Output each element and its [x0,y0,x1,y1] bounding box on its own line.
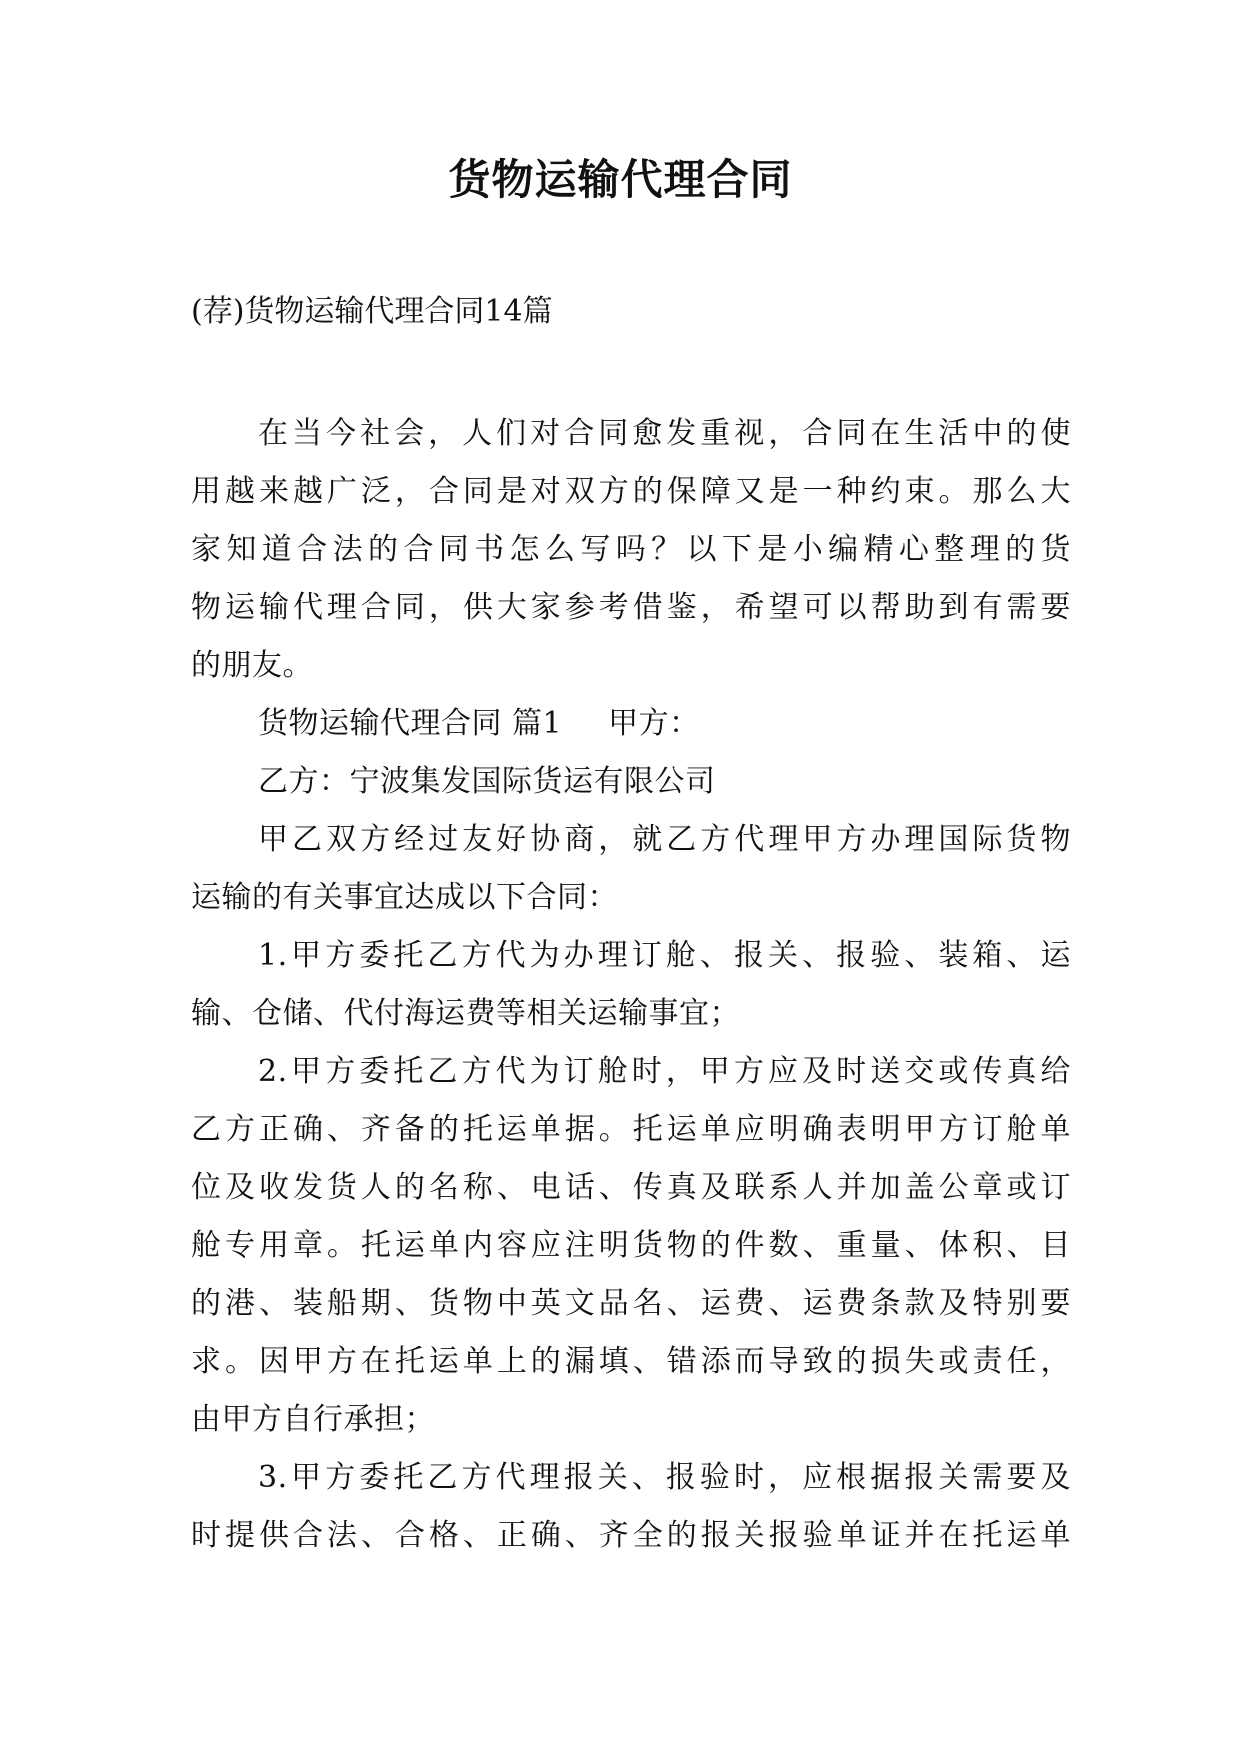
clause-1-line: 输、仓储、代付海运费等相关运输事宜； [191,996,740,1031]
clause-2-line: 求。因甲方在托运单上的漏填、错添而导致的损失或责任， [191,1344,1071,1379]
document-title: 货物运输代理合同 [448,155,793,204]
intro-line: 家知道合法的合同书怎么写吗？以下是小编精心整理的货 [191,532,1071,567]
clause-2-line: 乙方正确、齐备的托运单据。托运单应明确表明甲方订舱单 [191,1112,1071,1147]
intro-line: 用越来越广泛，合同是对双方的保障又是一种约束。那么大 [191,474,1071,509]
clause-2-line: 舱专用章。托运单内容应注明货物的件数、重量、体积、目 [191,1228,1071,1263]
clause-1-line: 1.甲方委托乙方代为办理订舱、报关、报验、装箱、运 [258,938,1071,973]
clause-3-line: 3.甲方委托乙方代理报关、报验时，应根据报关需要及 [258,1460,1071,1495]
clause-2-line: 位及收发货人的名称、电话、传真及联系人并加盖公章或订 [191,1170,1071,1205]
clause-2-line: 2.甲方委托乙方代为订舱时，甲方应及时送交或传真给 [258,1054,1071,1089]
preamble-line: 运输的有关事宜达成以下合同： [191,880,618,915]
intro-line: 物运输代理合同，供大家参考借鉴，希望可以帮助到有需要 [191,590,1071,625]
intro-line: 的朋友。 [191,648,313,683]
clause-2-line: 的港、装船期、货物中英文品名、运费、运费条款及特别要 [191,1286,1071,1321]
document-body [191,405,1071,1565]
clause-2-line: 由甲方自行承担； [191,1402,435,1437]
preamble-line: 甲乙双方经过友好协商，就乙方代理甲方办理国际货物 [258,822,1071,857]
article-heading: 货物运输代理合同 篇1 [258,706,563,741]
document-subtitle: (荐)货物运输代理合同14篇 [191,294,553,329]
party-a: 甲方： [608,706,700,741]
party-b: 乙方：宁波集发国际货运有限公司 [258,764,716,799]
article-heading-line [191,695,1071,753]
intro-line: 在当今社会，人们对合同愈发重视，合同在生活中的使 [258,416,1071,451]
clause-3-line: 时提供合法、合格、正确、齐全的报关报验单证并在托运单 [191,1518,1071,1553]
